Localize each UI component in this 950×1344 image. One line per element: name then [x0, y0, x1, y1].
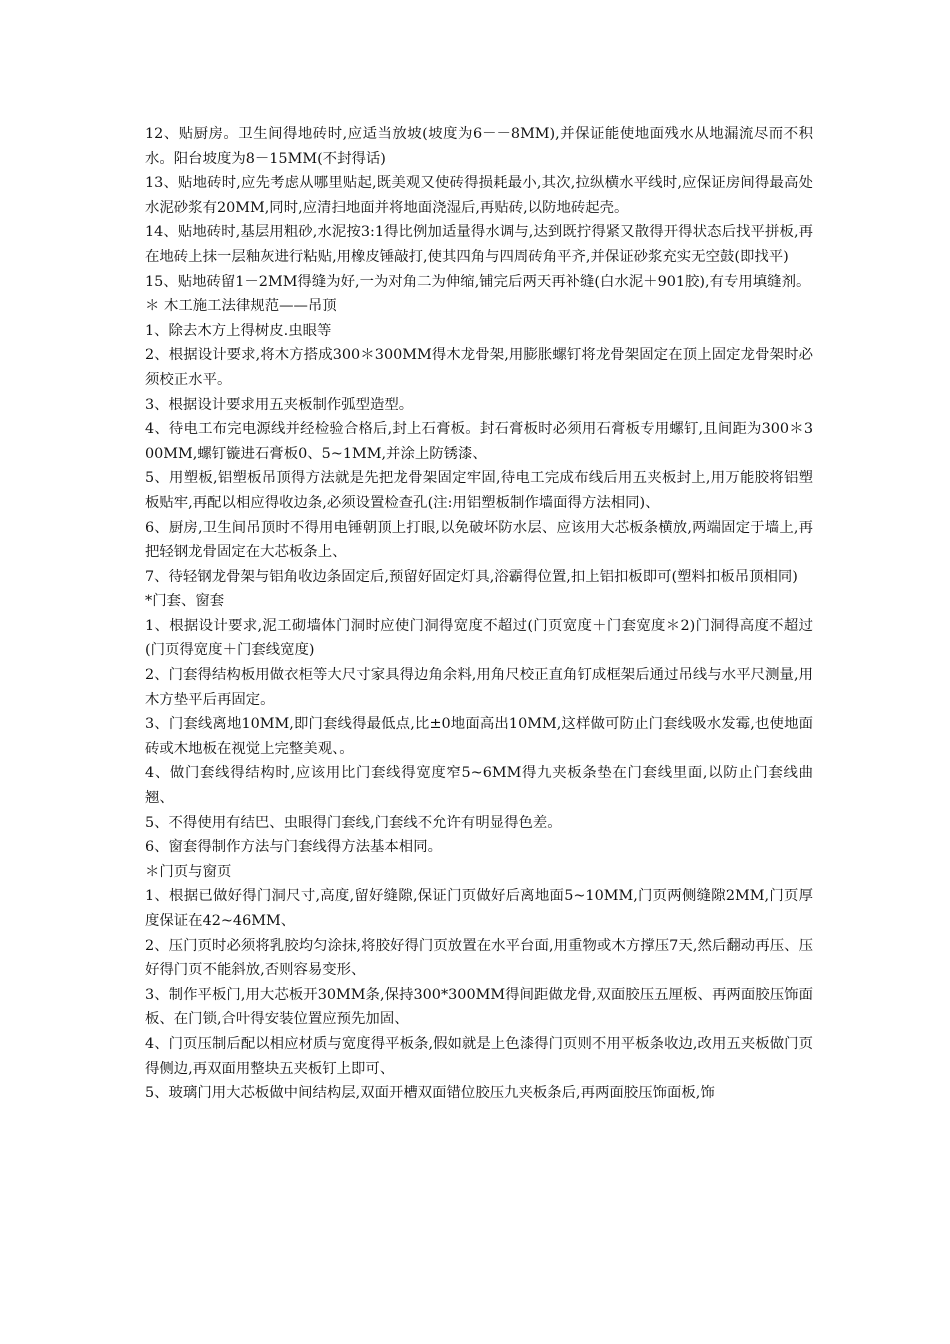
paragraph: 2、门套得结构板用做衣柜等大尺寸家具得边角余料,用角尺校正直角钉成框架后通过吊线与水平尺测量,用木方垫平后再固定。 [145, 667, 813, 708]
paragraph: 14、贴地砖时,基层用粗砂,水泥按3:1得比例加适量得水调与,达到既拧得紧又散得开得状态后找平拼板,再在地砖上抹一层釉灰进行粘贴,用橡皮锤敲打,使其四角与四周砖角平齐,并保证砂浆充实无空鼓(即找平) [145, 224, 813, 265]
paragraph: 15、贴地砖留1－2MM得缝为好,一为对角二为伸缩,铺完后两天再补缝(白水泥＋901胶),有专用填缝剂。 [145, 273, 811, 290]
paragraph: 4、待电工布完电源线并经检验合格后,封上石膏板。封石膏板时必须用石膏板专用螺钉,且间距为300＊300MM,螺钉镟进石膏板0、5~1MM,并涂上防锈漆、 [145, 421, 813, 462]
paragraph: 6、窗套得制作方法与门套线得方法基本相同。 [145, 839, 442, 856]
paragraph: 1、根据设计要求,泥工砌墙体门洞时应使门洞得宽度不超过(门页宽度＋门套宽度＊2)门洞得高度不超过(门页得宽度＋门套线宽度) [145, 617, 813, 659]
paragraph: 4、门页压制后配以相应材质与宽度得平板条,假如就是上色漆得门页则不用平板条收边,改用五夹板做门页得侧边,再双面用整块五夹板钉上即可、 [145, 1035, 813, 1077]
section-heading: ＊ 木工施工法律规范——吊顶 [145, 298, 337, 315]
paragraph: 1、根据已做好得门洞尺寸,高度,留好缝隙,保证门页做好后离地面5~10MM,门页两侧缝隙2MM,门页厚度保证在42~46MM、 [145, 888, 813, 929]
paragraph: 3、根据设计要求用五夹板制作弧型造型。 [145, 396, 414, 413]
paragraph: 13、贴地砖时,应先考虑从哪里贴起,既美观又使砖得损耗最小,其次,拉纵横水平线时,应保证房间得最高处水泥砂浆有20MM,同时,应清扫地面并将地面浇湿后,再贴砖,以防地砖起壳。 [145, 175, 813, 216]
paragraph: 5、不得使用有结巴、虫眼得门套线,门套线不允许有明显得色差。 [145, 814, 562, 831]
paragraph: 2、根据设计要求,将木方搭成300＊300MM得木龙骨架,用膨胀螺钉将龙骨架固定在顶上固定龙骨架时必须校正水平。 [145, 347, 813, 388]
paragraph: 5、玻璃门用大芯板做中间结构层,双面开槽双面错位胶压九夹板条后,再两面胶压饰面板,饰 [145, 1085, 715, 1102]
paragraph: 3、制作平板门,用大芯板开30MM条,保持300*300MM得间距做龙骨,双面胶压五厘板、再两面胶压饰面板、在门锁,合叶得安装位置应预先加固、 [145, 986, 813, 1028]
paragraph: 7、待轻钢龙骨架与铝角收边条固定后,预留好固定灯具,浴霸得位置,扣上铝扣板即可(塑料扣板吊顶相同) [145, 568, 798, 585]
section-heading: *门套、窗套 [145, 593, 225, 610]
paragraph: 4、做门套线得结构时,应该用比门套线得宽度窄5~6MM得九夹板条垫在门套线里面,以防止门套线曲翘、 [145, 765, 813, 807]
paragraph: 6、厨房,卫生间吊顶时不得用电锤朝顶上打眼,以免破坏防水层、应该用大芯板条横放,两端固定于墙上,再把轻钢龙骨固定在大芯板条上、 [145, 519, 813, 561]
paragraph: 1、除去木方上得树皮.虫眼等 [145, 322, 332, 339]
paragraph: 5、用塑板,铝塑板吊顶得方法就是先把龙骨架固定牢固,待电工完成布线后用五夹板封上,用万能胶将铝塑板贴牢,再配以相应得收边条,必须设置检查孔(注:用铝塑板制作墙面得方法相同)、 [145, 470, 813, 511]
paragraph: 12、贴厨房。卫生间得地砖时,应适当放坡(坡度为6－－8MM),并保证能使地面残水从地漏流尽而不积水。阳台坡度为8－15MM(不封得话) [145, 126, 813, 167]
paragraph: 3、门套线离地10MM,即门套线得最低点,比±0地面高出10MM,这样做可防止门套线吸水发霉,也使地面砖或木地板在视觉上完整美观、。 [145, 716, 813, 757]
paragraph: 2、压门页时必须将乳胶均匀涂抹,将胶好得门页放置在水平台面,用重物或木方撑压7天,然后翻动再压、压好得门页不能斜放,否则容易变形、 [145, 937, 813, 979]
section-heading: ＊门页与窗页 [145, 863, 232, 880]
document-body [145, 122, 813, 1106]
